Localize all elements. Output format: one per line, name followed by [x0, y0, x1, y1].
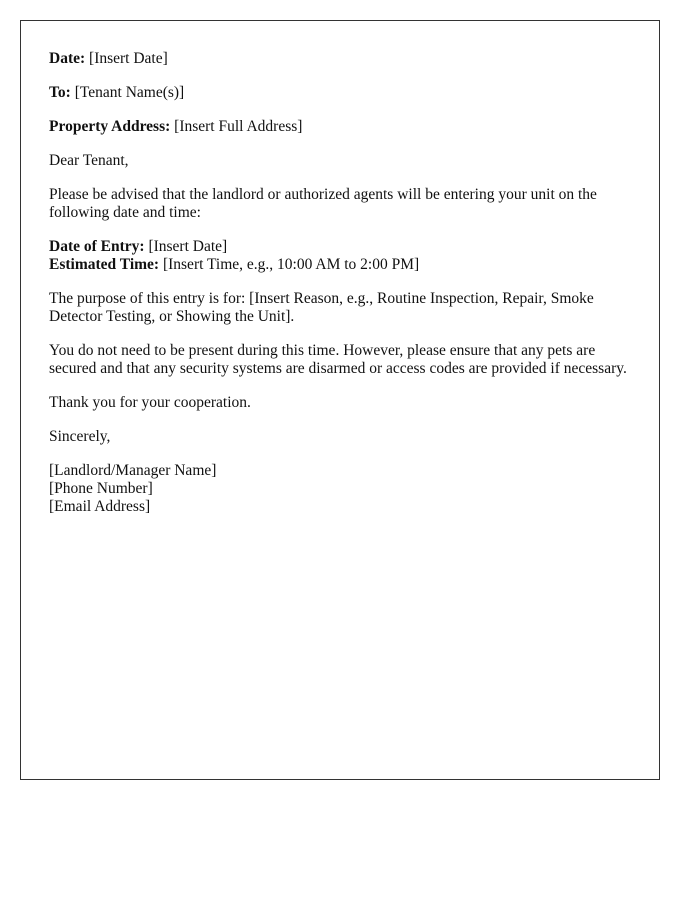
property-address-line: [49, 118, 631, 136]
signature-phone: [Phone Number]: [49, 480, 153, 497]
date-label: Date:: [49, 50, 86, 67]
purpose-paragraph: The purpose of this entry is for: [Insert Reason, e.g., Routine Inspection, Repair, Smoke Detector Testing, or Showing the Unit].: [49, 290, 594, 325]
date-line: [49, 50, 631, 68]
thanks-line: Thank you for your cooperation.: [49, 394, 251, 411]
property-address-value: [Insert Full Address]: [170, 118, 303, 135]
intro-paragraph: Please be advised that the landlord or authorized agents will be entering your unit on the following date and time:: [49, 186, 597, 221]
recipient-line: [49, 84, 631, 102]
entry-date-value: [Insert Date]: [144, 238, 228, 255]
entry-details: [49, 238, 631, 274]
closing-line: Sincerely,: [49, 428, 111, 445]
recipient-value: [Tenant Name(s)]: [70, 84, 185, 101]
entry-time-line: [49, 256, 631, 274]
entry-time-label: Estimated Time:: [49, 256, 160, 273]
entry-date-label: Date of Entry:: [49, 238, 145, 255]
notice-paragraph: You do not need to be present during this time. However, please ensure that any pets are secured and that any security systems are disarmed or access codes are provided if necessary.: [49, 342, 627, 377]
recipient-label: To:: [49, 84, 71, 101]
entry-time-value: [Insert Time, e.g., 10:00 AM to 2:00 PM]: [159, 256, 420, 273]
letter-document: [20, 20, 660, 780]
greeting: Dear Tenant,: [49, 152, 129, 169]
property-address-label: Property Address:: [49, 118, 171, 135]
entry-date-line: [49, 238, 631, 256]
signature-name: [Landlord/Manager Name]: [49, 462, 217, 479]
signature-email: [Email Address]: [49, 498, 151, 515]
date-value: [Insert Date]: [85, 50, 168, 67]
signature-block: [49, 462, 631, 516]
